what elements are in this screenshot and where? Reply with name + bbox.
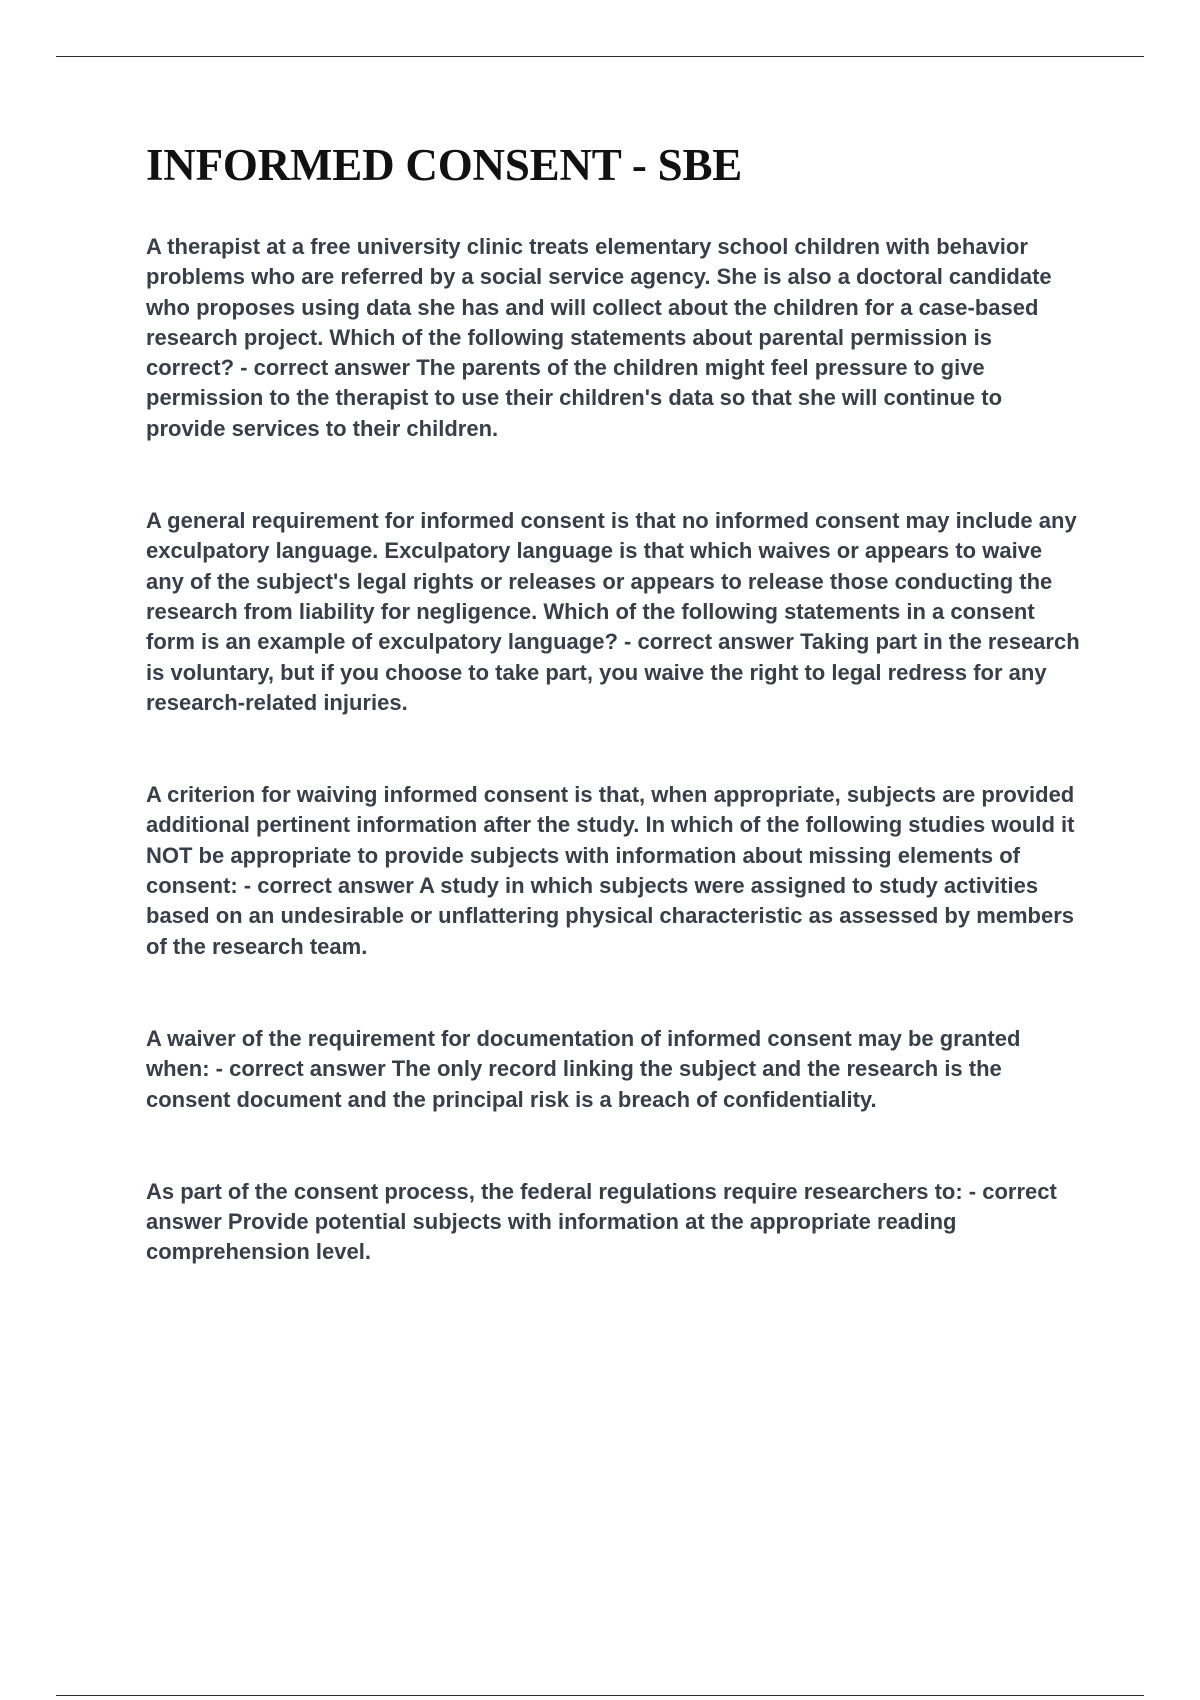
qa-item-2: A general requirement for informed consent is that no informed consent may include any exculpatory language. Exculpatory language is that which waives or appears to waive any of the subject's legal rights or releases or appears to release those conducting the research from liability for negligence. Which of the following statements in a consent form is an example of exculpatory language? - correct answer Taking part in the research is voluntary, but if you choose to take part, you waive the right to legal redress for any research-related injuries. <box>146 508 1080 715</box>
qa-item-3: A criterion for waiving informed consent is that, when appropriate, subjects are provided additional pertinent information after the study. In which of the following studies would it NOT be appropriate to provide subjects with information about missing elements of consent: - correct answer A study in which subjects were assigned to study activities based on an undesirable or unflattering physical characteristic as assessed by members of the research team. <box>146 782 1075 959</box>
document-title: INFORMED CONSENT - SBE <box>146 140 743 190</box>
question-answer-list <box>146 232 1086 1268</box>
bottom-divider <box>56 1695 1144 1696</box>
top-divider <box>56 56 1144 57</box>
document-body <box>146 138 1086 1330</box>
qa-item-5: As part of the consent process, the federal regulations require researchers to: - correct answer Provide potential subjects with information at the appropriate reading comprehension level. <box>146 1178 1057 1265</box>
qa-item-4: A waiver of the requirement for documentation of informed consent may be granted when: - correct answer The only record linking the subject and the research is the consent document and the principal risk is a breach of confidentiality. <box>146 1025 1021 1112</box>
qa-item-1: A therapist at a free university clinic treats elementary school children with behavior problems who are referred by a social service agency. She is also a doctoral candidate who proposes using data she has and will collect about the children for a case-based research project. Which of the following statements about parental permission is correct? - correct answer The parents of the children might feel pressure to give permission to the therapist to use their children's data so that she will continue to provide services to their children. <box>146 234 1052 441</box>
